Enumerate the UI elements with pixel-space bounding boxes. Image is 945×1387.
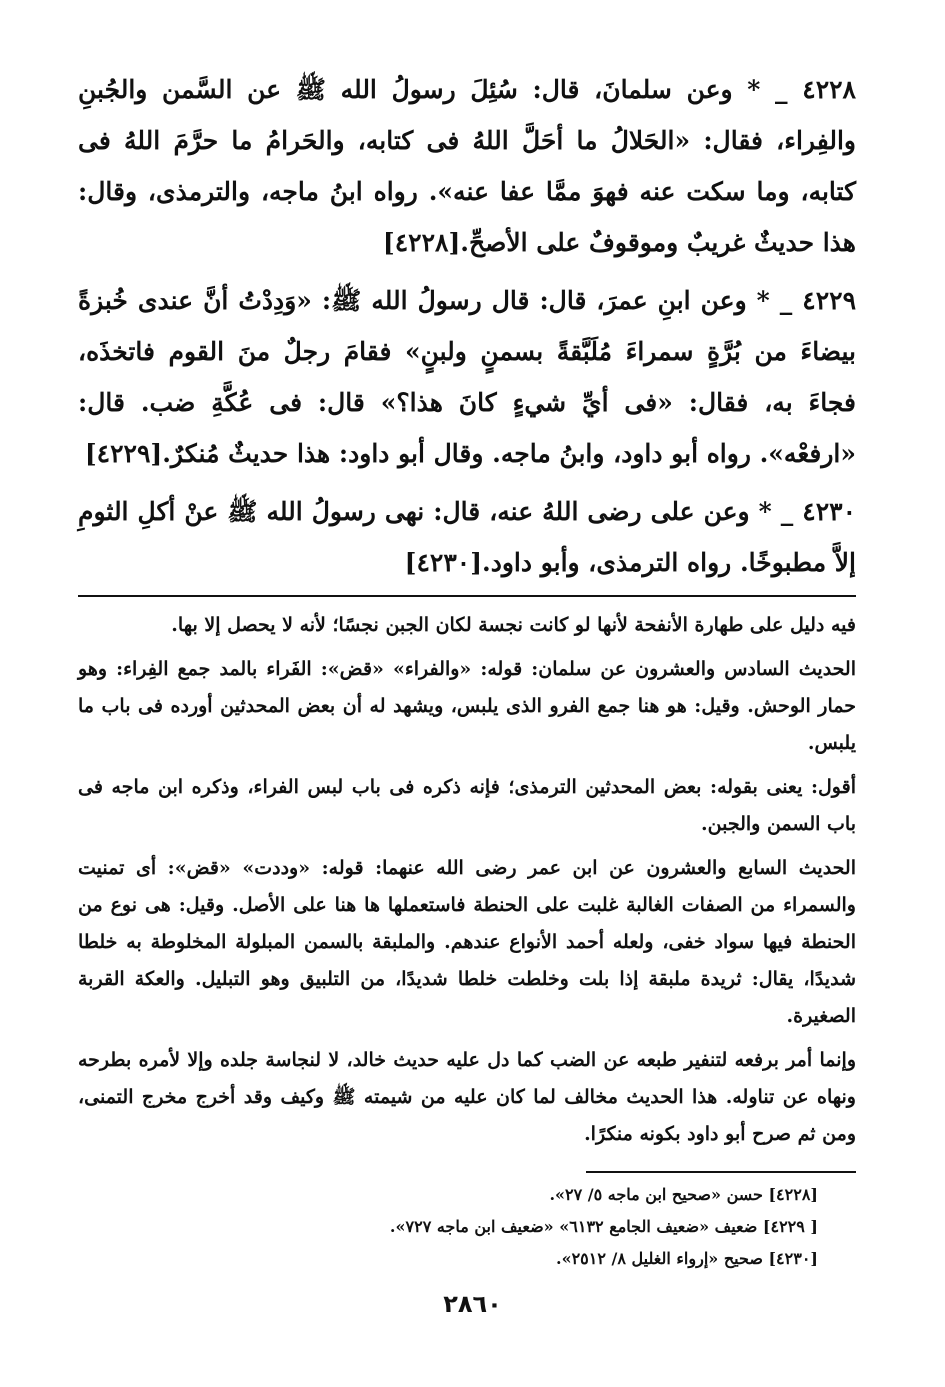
footnote-divider — [586, 1171, 856, 1173]
commentary-paragraph: أقول: يعنى بقوله: بعض المحدثين الترمذى؛ فإنه ذكره فى باب لبس الفراء، وذكره ابن ماجه فى باب السمن والجبن. — [78, 776, 856, 835]
commentary-paragraph: فيه دليل على طهارة الأنفحة لأنها لو كانت نجسة لكان الجبن نجسًا؛ لأنه لا يحصل إلا بها. — [171, 614, 856, 636]
page-number: ٢٨٦٠ — [443, 1290, 502, 1318]
hadith-number: ٤٢٣٠ — [802, 497, 856, 526]
hadith-text: _ * وعن سلمانَ، قال: سُئِلَ رسولُ الله ﷺ عن السَّمن والجُبنِ والفِراء، فقال: «الحَلالُ ما أحَلَّ اللهُ فى كتابه، والحَرامُ ما حرَّمَ اللهُ فى كتابه، وما سكت عنه فهوَ ممَّا عفا عنه». رواه ابنُ ماجه، والترمذى، وقال: هذا حديثٌ غريبٌ وموقوفٌ على الأصحِّ.[٤٢٢٨] — [78, 75, 856, 257]
main-divider — [78, 595, 856, 597]
commentary-paragraph: الحديث السادس والعشرون عن سلمان: قوله: «والفراء» «قض»: الفَراء بالمد جمع الفِراء: وهو حمار الوحش. وقيل: هو هنا جمع الفرو الذى يلبس، ويشهد له أن بعض المحدثين أورده فى باب ما يلبس. — [78, 658, 856, 754]
hadith-4229 — [78, 275, 856, 479]
commentary-paragraph: الحديث السابع والعشرون عن ابن عمر رضى الله عنهما: قوله: «وددت» «قض»: أى تمنيت والسمراء من الصفات الغالبة غلبت على الحنطة فاستعملها ها هنا على الأصل. وقيل: هى نوع من الحنطة فيها سواد خفى، ولعله أحمد الأنواع عندهم. والملبقة بالسمن المبلولة المخلوطة به خلطا شديدًا، يقال: ثريدة ملبقة إذا بلت وخلطت خلطا شديدًا، من التلبيق وهو التبليل. والعكة القربة الصغيرة. — [78, 857, 856, 1027]
footnote-reference: [ ٤٢٢٩] ضعيف «ضعيف الجامع ٦١٣٢» «ضعيف ابن ماجه ٧٢٧». — [389, 1217, 818, 1236]
footnote-reference: [٤٢٣٠] صحيح «إرواء الغليل ٨/ ٢٥١٢». — [556, 1249, 818, 1268]
hadith-text: _ * وعن ابنِ عمرَ، قال: قال رسولُ الله ﷺ: «وَدِدْتُ أنَّ عندى خُبزةً بيضاءَ من بُرَّةٍ سمراءَ مُلَبَّقةً بسمنٍ ولبنٍ» فقامَ رجلٌ منَ القوم فاتخذَه، فجاءَ به، فقال: «فى أيِّ شيءٍ كانَ هذا؟» قال: فى عُكَّةِ ضب. قال: «ارفعْه». رواه أبو داود، وابنُ ماجه. وقال أبو داود: هذا حديثٌ مُنكرٌ.[٤٢٢٩] — [78, 286, 856, 468]
hadith-number: ٤٢٢٩ — [802, 286, 856, 315]
hadith-4230 — [78, 486, 856, 588]
commentary-paragraph: وإنما أمر برفعه لتنفير طبعه عن الضب كما دل عليه حديث خالد، لا لنجاسة جلده وإلا لأمره بطرحه ونهاه عن تناوله. هذا الحديث مخالف لما كان عليه من شيمته ﷺ وكيف وقد أخرج مخرج التمنى، ومن ثم صرح أبو داود بكونه منكرًا. — [78, 1049, 857, 1145]
hadith-text: _ * وعن على رضى اللهُ عنه، قال: نهى رسولُ الله ﷺ عنْ أكلِ الثومِ إلاَّ مطبوخًا. رواه الترمذى، وأبو داود.[٤٢٣٠] — [78, 497, 856, 577]
hadith-number: ٤٢٢٨ — [802, 75, 856, 104]
hadith-4228 — [78, 64, 856, 268]
footnote-reference: [٤٢٢٨] حسن «صحيح ابن ماجه ٥/ ٢٧». — [549, 1185, 818, 1204]
page-body — [78, 64, 856, 1275]
